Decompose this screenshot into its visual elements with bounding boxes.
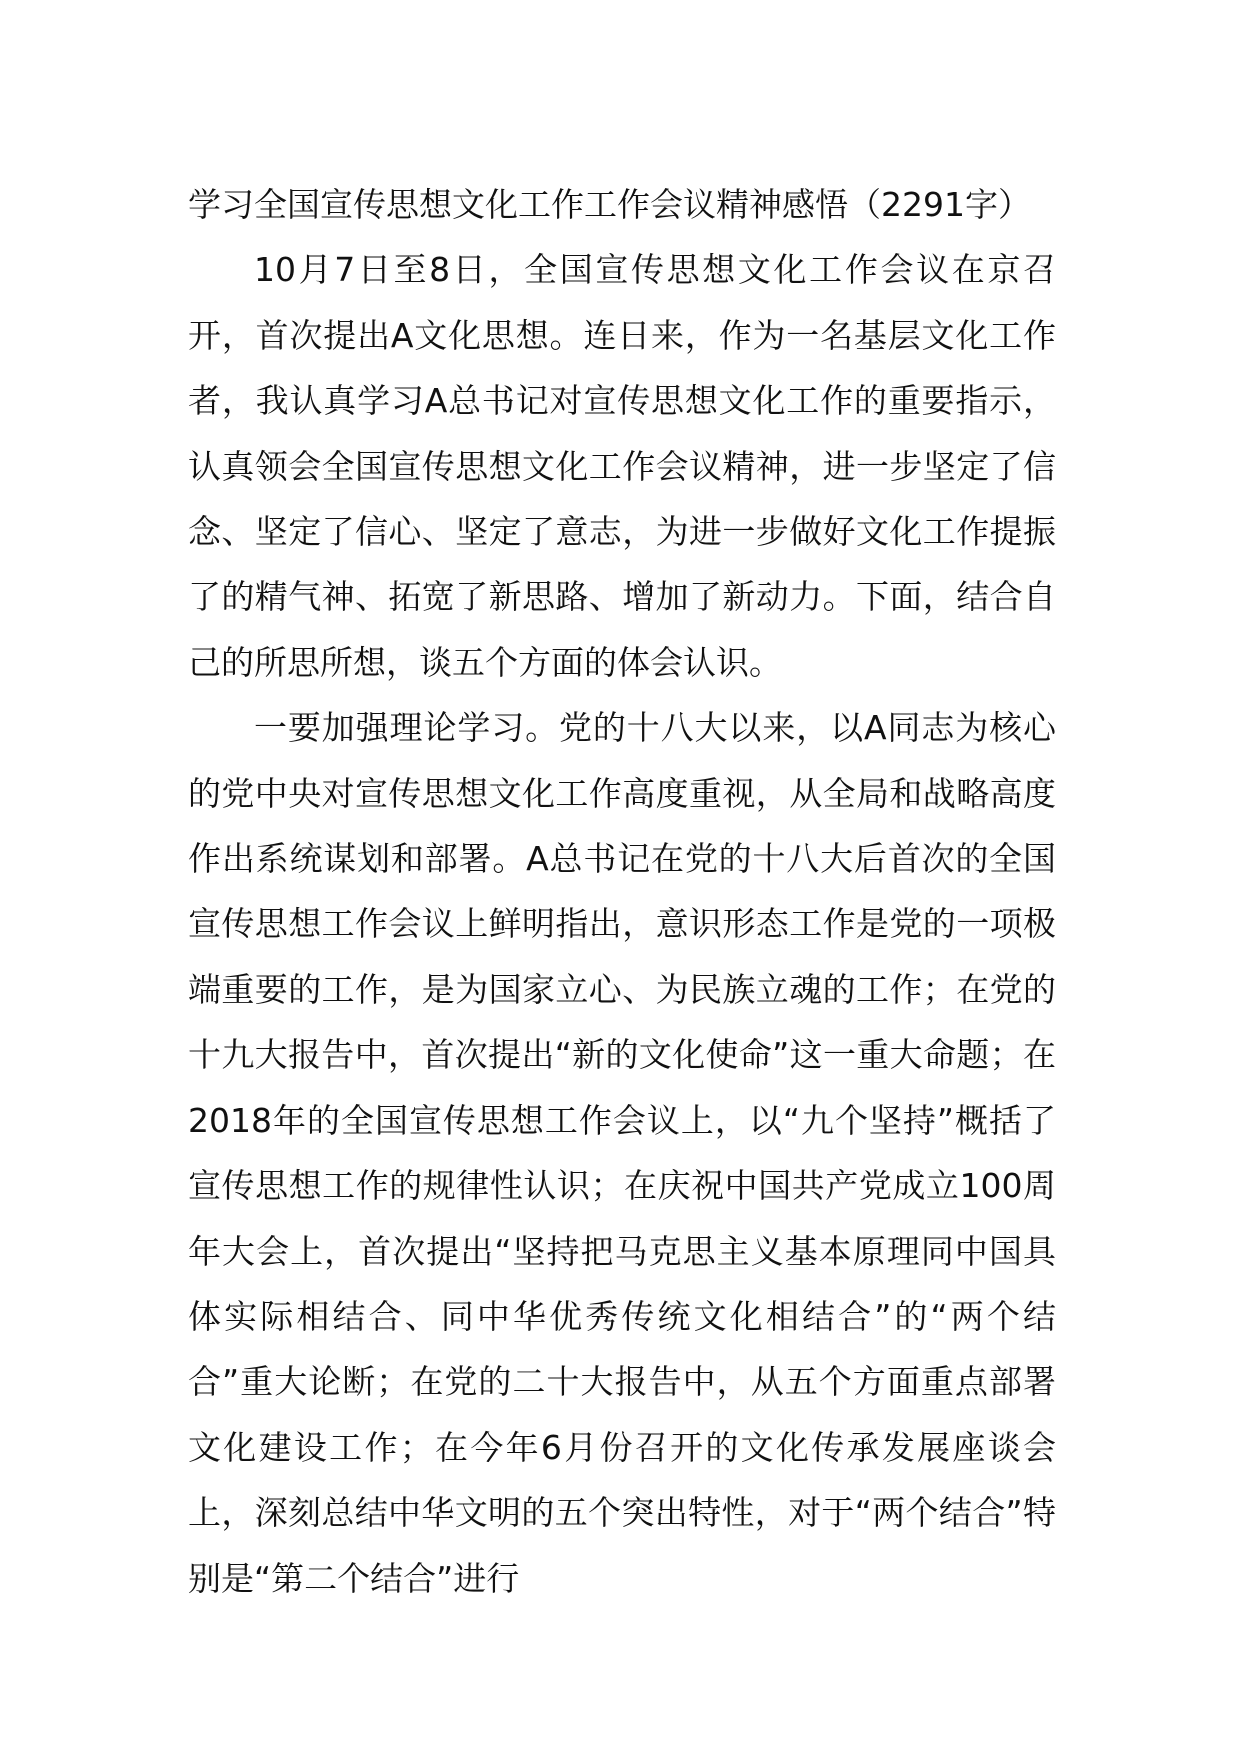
paragraph-intro: 10月7日至8日，全国宣传思想文化工作会议在京召开，首次提出A文化思想。连日来，作为一名基层文化工作者，我认真学习A总书记对宣传思想文化工作的重要指示，认真领会全国宣传思想文化工作会议精神，进一步坚定了信念、坚定了信心、坚定了意志，为进一步做好文化工作提振了的精气神、拓宽了新思路、增加了新动力。下面，结合自己的所思所想，谈五个方面的体会认识。 [188, 250, 1056, 682]
document-page [188, 172, 1056, 1611]
document-title: 学习全国宣传思想文化工作工作会议精神感悟（2291字） [188, 185, 1031, 224]
paragraph-theory-study: 一要加强理论学习。党的十八大以来，以A同志为核心的党中央对宣传思想文化工作高度重视，从全局和战略高度作出系统谋划和部署。A总书记在党的十八大后首次的全国宣传思想工作会议上鲜明指出，意识形态工作是党的一项极端重要的工作，是为国家立心、为民族立魂的工作；在党的十九大报告中，首次提出“新的文化使命”这一重大命题；在2018年的全国宣传思想工作会议上，以“九个坚持”概括了宣传思想工作的规律性认识；在庆祝中国共产党成立100周年大会上，首次提出“坚持把马克思主义基本原理同中国具体实际相结合、同中华优秀传统文化相结合”的“两个结合”重大论断；在党的二十大报告中，从五个方面重点部署文化建设工作；在今年6月份召开的文化传承发展座谈会上，深刻总结中华文明的五个突出特性，对于“两个结合”特别是“第二个结合”进行 [188, 708, 1056, 1598]
